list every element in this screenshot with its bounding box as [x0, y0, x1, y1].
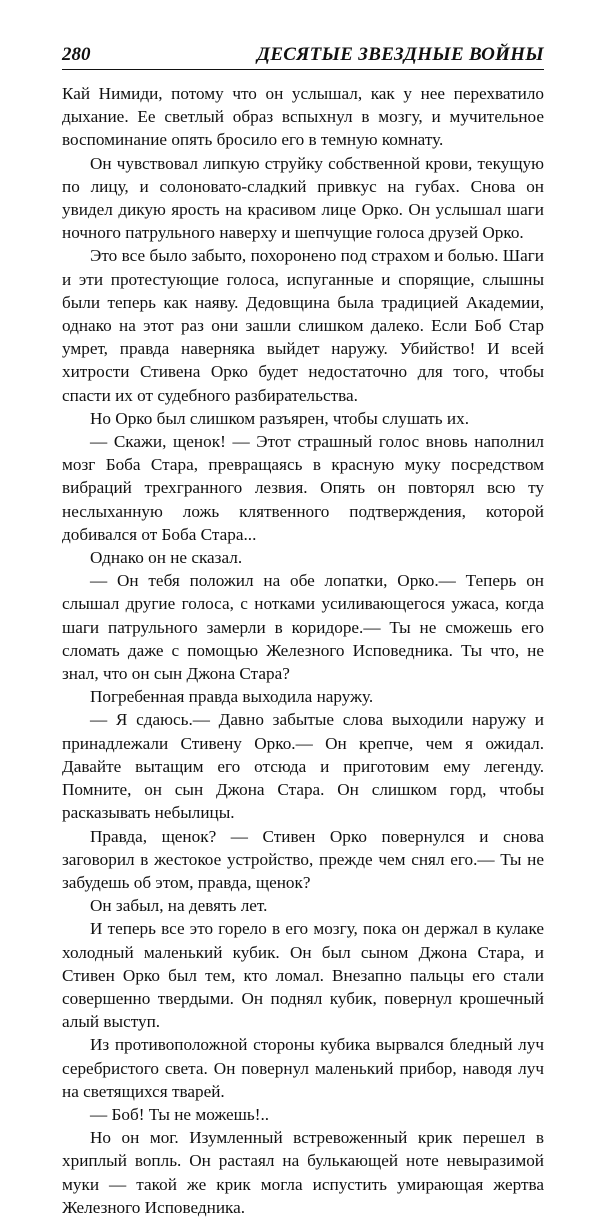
- body-text: [62, 82, 544, 1219]
- paragraph: Он забыл, на девять лет.: [90, 896, 268, 916]
- paragraph: Кай Нимиди, потому что он услышал, как у нее перехватило дыхание. Ее светлый образ вспыхнул в мозгу, и мучительное воспоминание опять бросило его в темную комнату.: [62, 84, 544, 150]
- paragraph: Но Орко был слишком разъярен, чтобы слушать их.: [90, 408, 469, 428]
- paragraph: Он чувствовал липкую струйку собственной крови, текущую по лицу, и солоновато-сладкий привкус на губах. Снова он увидел дикую ярость на красивом лице Орко. Он услышал шаги ночного патрульного наверху и шепчущие голоса друзей Орко.: [62, 153, 544, 243]
- page-number: 280: [62, 44, 91, 65]
- page-header: [62, 44, 544, 70]
- paragraph: Погребенная правда выходила наружу.: [90, 687, 374, 707]
- paragraph: Правда, щенок? — Стивен Орко повернулся и снова заговорил в жестокое устройство, прежде чем снял его.— Ты не забудешь об этом, правда, щенок?: [62, 826, 544, 892]
- paragraph: — Он тебя положил на обе лопатки, Орко.— Теперь он слышал другие голоса, с нотками усиливающегося ужаса, когда шаги патрульного замерли в коридоре.— Ты не сможешь его сломать даже с помощью Железного Исповедника. Ты что, не знал, что он сын Джона Стара?: [62, 571, 544, 684]
- paragraph: И теперь все это горело в его мозгу, пока он держал в кулаке холодный маленький кубик. Он был сыном Джона Стара, и Стивен Орко был тем, кто ломал. Внезапно пальцы его стали совершенно твердыми. Он поднял кубик, повернул крошечный алый выступ.: [62, 919, 544, 1032]
- paragraph: Но он мог. Изумленный встревоженный крик перешел в хриплый вопль. Он растаял на булькающей ноте невыразимой муки — такой же крик могла испустить умирающая жертва Железного Исповедника.: [62, 1128, 544, 1217]
- paragraph: Из противоположной стороны кубика вырвался бледный луч серебристого света. Он повернул маленький прибор, наводя луч на светящихся тварей.: [62, 1035, 544, 1101]
- header-rule: [62, 69, 544, 70]
- paragraph: — Я сдаюсь.— Давно забытые слова выходили наружу и принадлежали Стивену Орко.— Он крепче, чем я ожидал. Давайте вытащим его отсюда и приготовим ему легенду. Помните, он сын Джона Стара. Он слишком горд, чтобы расказывать небылицы.: [62, 710, 544, 823]
- paragraph: Это все было забыто, похоронено под страхом и болью. Шаги и эти протестующие голоса, испуганные и спорящие, слышны были теперь как наяву. Дедовщина была традицией Академии, однако на этот раз они зашли слишком далеко. Если Боб Стар умрет, правда наверняка выйдет наружу. Убийство! И всей хитрости Стивена Орко будет недостаточно для того, чтобы спасти их от судебного разбирательства.: [62, 246, 544, 405]
- paragraph: — Скажи, щенок! — Этот страшный голос вновь наполнил мозг Боба Стара, превращаясь в красную муку посредством вибраций трехгранного лезвия. Опять он повторял всю ту неслыханную ложь клятвенного подтверждения, которой добивался от Боба Стара...: [62, 432, 544, 544]
- paragraph: Однако он не сказал.: [90, 548, 243, 568]
- paragraph: — Боб! Ты не можешь!..: [90, 1104, 270, 1124]
- running-title: ДЕСЯТЫЕ ЗВЕЗДНЫЕ ВОЙНЫ: [257, 44, 544, 65]
